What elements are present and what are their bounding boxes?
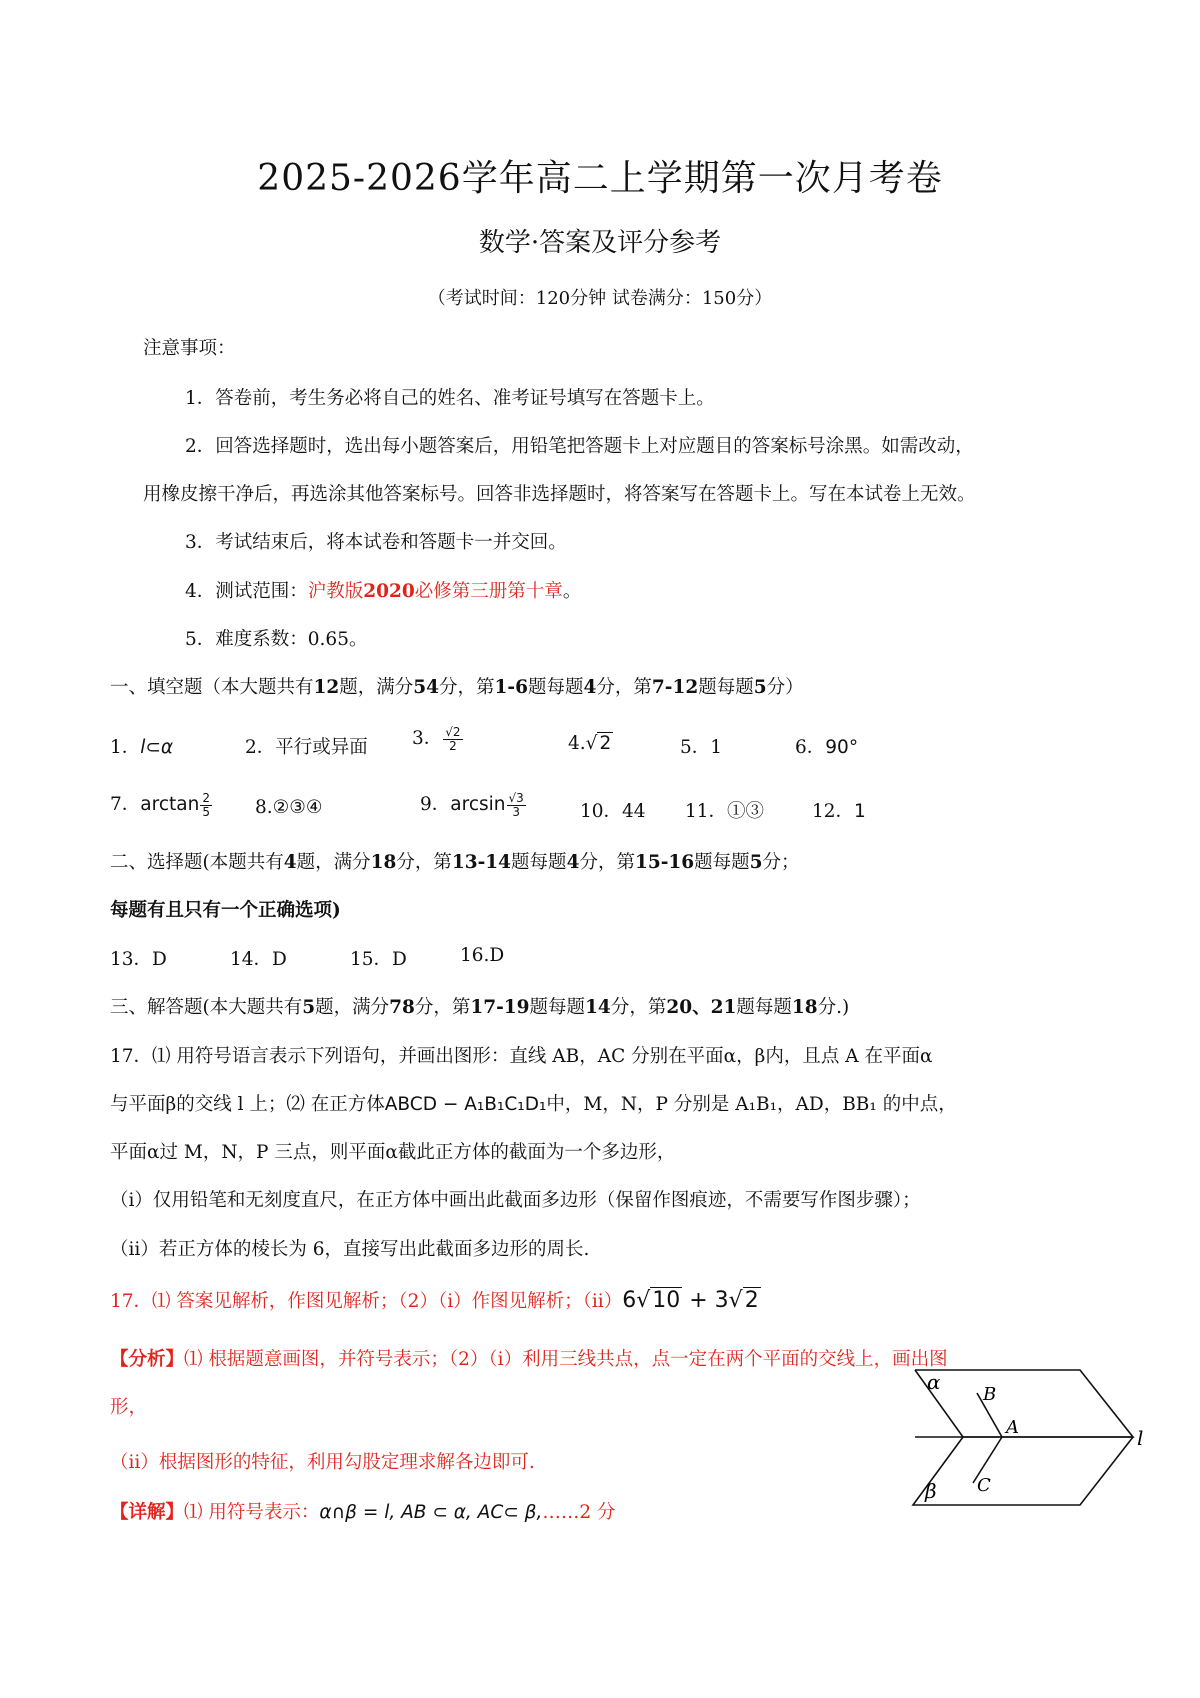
answer-4 [568, 733, 613, 754]
s2-h-k: 题每题 [694, 852, 750, 873]
s2-h-c: 题，满分 [296, 852, 371, 873]
q17-analysis-line3: （ⅱ）根据图形的特征，利用勾股定理求解各边即可. [110, 1452, 535, 1473]
answer-12-label: 12． [812, 801, 855, 822]
detail-tag: 【详解】 [110, 1502, 185, 1523]
answer-11: 11．①③ [685, 801, 765, 822]
answer-3-num: √2 [445, 724, 461, 739]
answer-10: 10．44 [580, 801, 646, 822]
q17-line2 [110, 1090, 957, 1116]
answer-12-value: 1 [854, 801, 866, 822]
s3-h-a: 三、解答题(本大题共有 [110, 997, 303, 1018]
label-B: B [983, 1384, 997, 1405]
q17-line2-b: 中，M，N，P 分别是 A₁B₁，AD，BB₁ 的中点， [546, 1094, 957, 1115]
q17-math-c: + 3 [689, 1288, 729, 1313]
answer-16: 16.D [460, 945, 505, 966]
answer-3-den: 2 [449, 738, 457, 753]
section2-heading-line2: 每题有且只有一个正确选项) [110, 900, 341, 921]
s1-h-i: 分，第 [596, 677, 652, 698]
s1-h-d: 54 [413, 677, 440, 698]
s3-h-i: 分，第 [610, 997, 667, 1018]
label-alpha: α [927, 1370, 941, 1394]
q17-math-b: 10 [652, 1288, 681, 1313]
s2-h-l: 5 [749, 852, 763, 873]
answer-13: 13．D [110, 949, 167, 970]
s1-h-f: 1-6 [494, 677, 528, 698]
answer-9 [420, 790, 527, 819]
s1-h-h: 4 [583, 677, 597, 698]
answer-9-func: arcsin [450, 794, 506, 815]
answer-4-radicand [597, 733, 613, 754]
q17-line4: （ⅰ）仅用铅笔和无刻度直尺，在正方体中画出此截面多边形（保留作图痕迹，不需要写作图步骤）； [110, 1190, 921, 1211]
plane-alpha-outline [915, 1370, 1133, 1437]
s3-h-b: 5 [302, 997, 316, 1018]
section3-heading [110, 993, 849, 1019]
answer-7-num: 2 [202, 790, 210, 805]
q17-analysis-line2: 形， [110, 1397, 148, 1418]
s2-h-h: 4 [566, 852, 580, 873]
answer-2-label: 2． [245, 737, 276, 758]
s3-h-d: 78 [389, 997, 415, 1018]
label-l: l [1137, 1426, 1144, 1450]
label-beta: β [925, 1479, 937, 1503]
q17-line2-a: 与平面β的交线 l 上；⑵ 在正方体 [110, 1094, 385, 1115]
sqrt-sign: √ [585, 733, 598, 754]
page-title: 2025-2026学年高二上学期第一次月考卷 [257, 158, 943, 199]
section1-heading [110, 673, 804, 699]
notice-item-4-prefix: 4．测试范围： [185, 581, 308, 602]
answer-5-label: 5． [680, 737, 711, 758]
s1-h-j: 7-12 [651, 677, 699, 698]
answer-9-num: √3 [508, 790, 524, 805]
s3-h-k: 题每题 [736, 997, 792, 1018]
q17-analysis-line1 [110, 1345, 948, 1371]
answer-5 [680, 733, 722, 759]
q17-line3: 平面α过 M，N，P 三点，则平面α截此正方体的截面为一个多边形， [110, 1142, 676, 1163]
answer-9-label: 9． [420, 794, 451, 815]
s2-h-f: 13-14 [451, 852, 512, 873]
s1-h-m: 分） [766, 677, 804, 698]
test-scope-c: 必修第三册第十章 [414, 581, 563, 602]
q17-answer-math: 6√10 + 3√2 [622, 1288, 759, 1313]
notice-item-4-suffix: 。 [562, 581, 582, 602]
answer-3-label: 3． [412, 728, 443, 749]
answer-1 [110, 733, 173, 759]
answer-2 [245, 733, 368, 759]
notice-item-4 [185, 577, 581, 603]
notice-item-1: 1．答卷前，考生务必将自己的姓名、准考证号填写在答题卡上。 [185, 388, 715, 409]
q17-answer-prefix: 17．⑴ 答案见解析，作图见解析；（2）（ⅰ）作图见解析；（ⅱ） [110, 1291, 623, 1312]
s1-h-b: 12 [313, 677, 340, 698]
answer-15: 15．D [350, 949, 407, 970]
answer-1-label: 1． [110, 737, 141, 758]
answer-9-den: 3 [512, 804, 520, 819]
s2-h-g: 题每题 [511, 852, 567, 873]
answer-3 [412, 724, 464, 753]
s1-h-a: 一、填空题（本大题共有 [110, 677, 314, 698]
analysis-text-1: ⑴ 根据题意画图，并符号表示；（2）（ⅰ）利用三线共点，点一定在两个平面的交线上，画出图 [184, 1349, 948, 1370]
q17-answer [110, 1287, 761, 1313]
answer-7-den: 5 [202, 804, 210, 819]
answer-3-fraction [443, 726, 462, 753]
planes-intersection-figure [905, 1365, 1150, 1510]
s3-h-l: 18 [791, 997, 818, 1018]
notice-item-5: 5．难度系数：0.65。 [185, 629, 368, 650]
plane-beta-outline [913, 1437, 1133, 1505]
answer-6-label: 6． [795, 737, 826, 758]
detail-score: ……2 分 [542, 1502, 616, 1523]
answer-12 [812, 797, 866, 823]
test-scope-b: 2020 [363, 581, 415, 602]
section2-heading-line1 [110, 848, 800, 874]
q17-math-d: 2 [744, 1288, 759, 1313]
notice-item-2-line1: 2．回答选择题时，选出每小题答案后，用铅笔把答题卡上对应题目的答案标号涂黑。如需改动， [185, 436, 974, 457]
q17-line1: 17．⑴ 用符号语言表示下列语句，并画出图形：直线 AB，AC 分别在平面α，β内，且点 A 在平面α [110, 1046, 933, 1067]
s2-h-m: 分； [762, 852, 800, 873]
answer-2-value: 平行或异面 [275, 737, 368, 758]
s1-h-g: 题每题 [527, 677, 584, 698]
exam-time-info: （考试时间：120分钟 试卷满分：150分） [427, 288, 773, 309]
s1-h-e: 分，第 [439, 677, 495, 698]
q17-line5: （ⅱ）若正方体的棱长为 6，直接写出此截面多边形的周长. [110, 1239, 590, 1260]
s3-h-j: 20、21 [666, 997, 737, 1018]
s2-h-i: 分，第 [579, 852, 635, 873]
s2-h-a: 二、选择题(本题共有 [110, 852, 284, 873]
notice-item-2-line2: 用橡皮擦干净后，再选涂其他答案标号。回答非选择题时，将答案写在答题卡上。写在本试卷上无效。 [143, 484, 976, 505]
test-scope-a: 沪教版 [307, 581, 364, 602]
s3-h-e: 分，第 [414, 997, 471, 1018]
detail-text: ⑴ 用符号表示： [184, 1502, 320, 1523]
detail-math: α∩β = l, AB ⊂ α, AC⊂ β, [319, 1502, 543, 1523]
answer-7-fraction [200, 792, 212, 819]
s1-h-l: 5 [753, 677, 767, 698]
notice-heading: 注意事项： [143, 338, 236, 359]
answer-7 [110, 790, 213, 819]
s3-h-f: 17-19 [470, 997, 530, 1018]
answer-4-label: 4. [568, 733, 586, 754]
answer-8: 8.②③④ [255, 797, 323, 818]
q17-math-a: 6 [622, 1288, 637, 1313]
answer-7-func: arctan [140, 794, 200, 815]
s2-h-e: 分，第 [396, 852, 452, 873]
s3-h-m: 分.) [817, 997, 850, 1018]
s3-h-h: 14 [585, 997, 611, 1018]
s3-h-g: 题每题 [529, 997, 586, 1018]
s2-h-j: 15-16 [634, 852, 695, 873]
answer-7-label: 7． [110, 794, 141, 815]
page-subtitle: 数学·答案及评分参考 [478, 228, 722, 258]
answer-6-value: 90° [825, 737, 859, 758]
answer-9-fraction [507, 792, 526, 819]
s3-h-c: 题，满分 [315, 997, 390, 1018]
answer-5-value: 1 [710, 737, 723, 758]
q17-detail [110, 1498, 615, 1524]
answer-6 [795, 733, 858, 759]
s1-h-c: 题，满分 [339, 677, 414, 698]
s1-h-k: 题每题 [698, 677, 754, 698]
answer-4-value: 2 [599, 733, 612, 754]
analysis-tag: 【分析】 [110, 1349, 185, 1370]
label-C: C [977, 1475, 991, 1496]
s2-h-d: 18 [370, 852, 397, 873]
answer-14: 14．D [230, 949, 287, 970]
notice-item-3: 3．考试结束后，将本试卷和答题卡一并交回。 [185, 532, 567, 553]
answer-1-value: l⊂α [140, 737, 174, 758]
s2-h-b: 4 [283, 852, 297, 873]
q17-cube-name: ABCD − A₁B₁C₁D₁ [384, 1094, 547, 1115]
label-A: A [1006, 1417, 1019, 1438]
